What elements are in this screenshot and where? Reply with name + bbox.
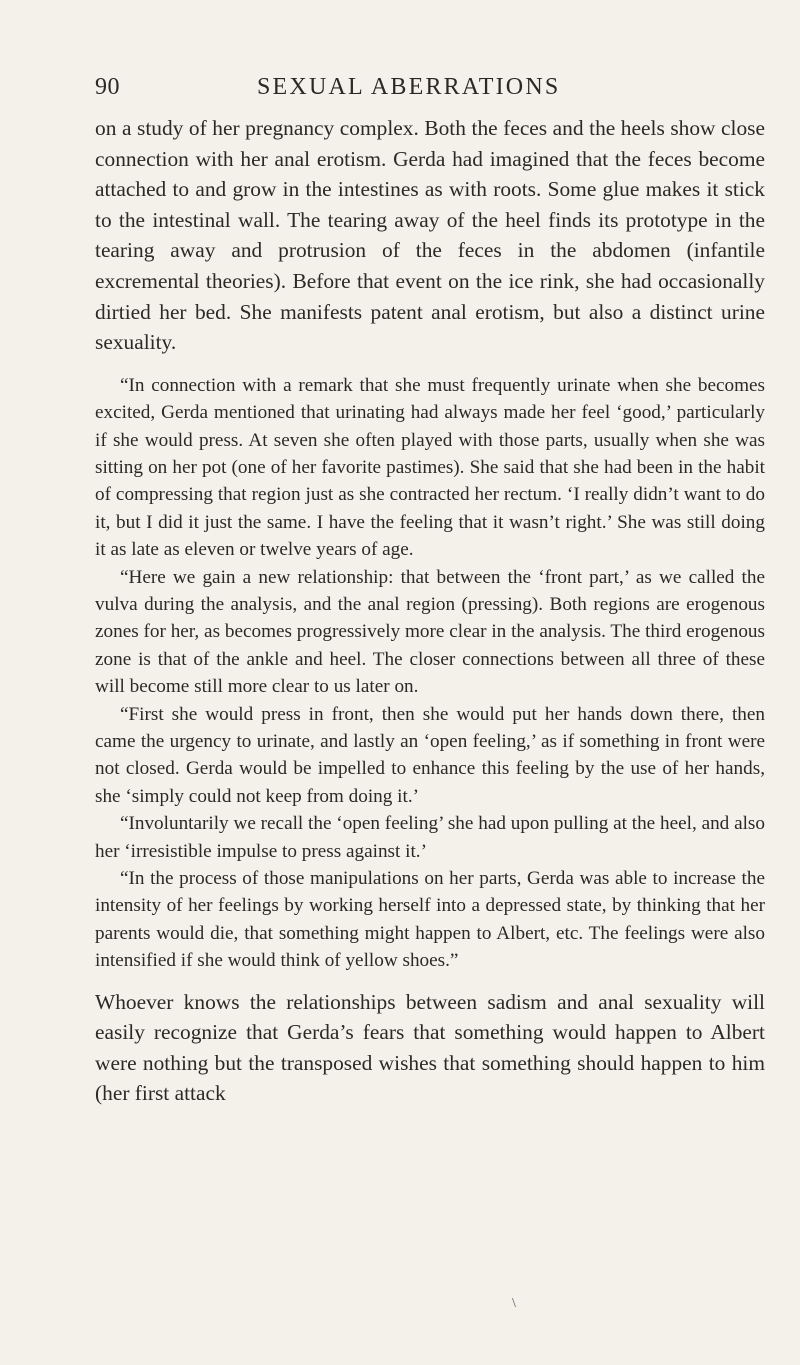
running-head: SEXUAL ABERRATIONS xyxy=(257,74,561,100)
page-mark: \ xyxy=(512,1296,516,1311)
quote-paragraph-5: “In the process of those manipulations on her parts, Gerda was able to increase the intensity of her feelings by working herself into a depressed state, by thinking that her parents would die, that something might happen to Albert, etc. The feelings were also intensified if she would think of yellow shoes.” xyxy=(95,868,765,972)
paragraph-2: Whoever knows the relationships between sadism and anal sexuality will easily recognize that Gerda’s fears that something would happen to Albert were nothing but the transposed wishes that something should happen to him (her first attack xyxy=(95,989,765,1106)
page-header xyxy=(95,74,765,110)
page-number: 90 xyxy=(95,74,120,100)
body-text xyxy=(95,113,765,1109)
quote-paragraph-3: “First she would press in front, then she would put her hands down there, then came the urgency to urinate, and lastly an ‘open feeling,’ as if something in front were not closed. Gerda would be impelled to enhance this feeling by the use of her hands, she ‘simply could not keep from doing it.’ xyxy=(95,703,765,807)
quote-paragraph-1: “In connection with a remark that she must frequently urinate when she becomes excited, Gerda mentioned that urinating had always made her feel ‘good,’ particularly if she would press. At seven she often played with those parts, usually when she was sitting on her pot (one of her favorite pastimes). She said that she had been in the habit of compressing that region just as she contracted her rectum. ‘I really didn’t want to do it, but I did it just the same. I have the feeling that it wasn’t right.’ She was still doing it as late as eleven or twelve years of age. xyxy=(95,374,765,561)
quote-paragraph-2: “Here we gain a new relationship: that between the ‘front part,’ as we called the vulva during the analysis, and the anal region (pressing). Both regions are erogenous zones for her, as becomes progressively more clear in the analysis. The third erogenous zone is that of the ankle and heel. The closer connections between all three of these will become still more clear to us later on. xyxy=(95,566,765,698)
quote-paragraph-4: “Involuntarily we recall the ‘open feeling’ she had upon pulling at the heel, and also her ‘irresistible impulse to press against it.’ xyxy=(95,813,765,862)
paragraph-1: on a study of her pregnancy complex. Both the feces and the heels show close connection with her anal erotism. Gerda had imagined that the feces become attached to and grow in the intestines as with roots. Some glue makes it stick to the intestinal wall. The tearing away of the heel finds its prototype in the tearing away and protrusion of the feces in the abdomen (infantile excremental theories). Before that event on the ice rink, she had occasionally dirtied her bed. She manifests patent anal erotism, but also a distinct urine sexuality. xyxy=(95,116,765,355)
